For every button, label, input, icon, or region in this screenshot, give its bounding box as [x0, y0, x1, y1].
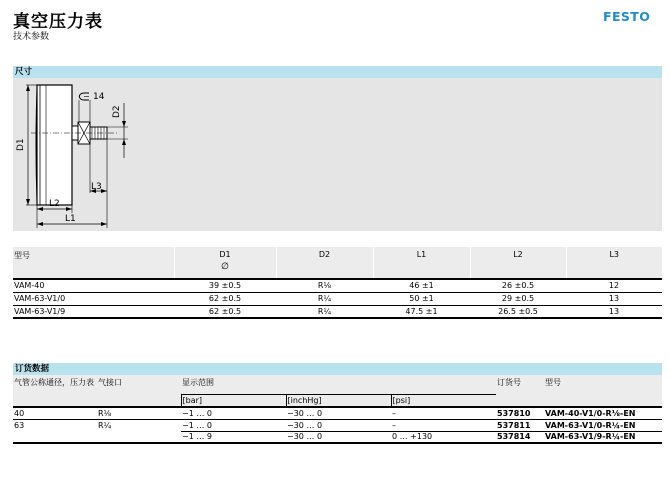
cell-d2: R¼ — [276, 305, 373, 318]
table-row — [13, 407, 662, 419]
label-l2: L2 — [49, 199, 60, 209]
header-l3: L3 — [566, 247, 662, 279]
header-display-range: 显示范围 — [181, 375, 496, 394]
cell-d2: R⅛ — [276, 279, 373, 292]
header-unit-inhg: [inchHg] — [286, 394, 391, 407]
cell-l2: 26.5 ±0.5 — [470, 305, 566, 318]
dimension-table-header — [13, 247, 662, 279]
header-d1 — [174, 247, 276, 279]
cell-l3: 13 — [566, 292, 662, 305]
cell-l1: 50 ±1 — [373, 292, 470, 305]
header-d2: D2 — [276, 247, 373, 279]
cell-inhg: −30 … 0 — [286, 431, 391, 443]
page-subtitle: 技术参数 — [13, 32, 50, 42]
table-row — [13, 431, 662, 443]
cell-l2: 29 ±0.5 — [470, 292, 566, 305]
cell-l2: 26 ±0.5 — [470, 279, 566, 292]
diameter-symbol: ∅ — [221, 262, 229, 272]
table-row — [13, 279, 662, 292]
dimension-drawing — [13, 78, 662, 231]
cell-psi: 0 … +130 — [391, 431, 496, 443]
cell-bar: −1 … 0 — [181, 407, 286, 419]
label-l3: L3 — [91, 182, 102, 192]
dimension-table — [13, 247, 662, 319]
dimensions-section-header: 尺寸 — [13, 66, 662, 78]
header-nominal-size: 气管公称通径，压力表 — [13, 375, 97, 407]
cell-inhg: −30 … 0 — [286, 419, 391, 431]
cell-d2: R¼ — [276, 292, 373, 305]
dimension-drawing-panel — [13, 78, 662, 231]
cell-psi: – — [391, 407, 496, 419]
cell-part-no: 537810 — [496, 407, 544, 419]
cell-d1: 62 ±0.5 — [174, 292, 276, 305]
table-row — [13, 292, 662, 305]
header-model: 型号 — [13, 247, 174, 279]
cell-connection: R¼ — [98, 420, 112, 430]
header-connection: 气接口 — [97, 375, 181, 407]
label-wrench-size: 14 — [93, 92, 105, 102]
cell-type: VAM-63-V1/9-R¼-EN — [544, 431, 662, 443]
cell-size — [13, 431, 97, 443]
cell-model: VAM-63-V1/0 — [13, 292, 174, 305]
cell-part-no: 537811 — [496, 419, 544, 431]
header-l1: L1 — [373, 247, 470, 279]
header-d1-label: D1 — [219, 250, 231, 259]
cell-model: VAM-40 — [13, 279, 174, 292]
header-type: 型号 — [544, 375, 662, 407]
cell-connection — [97, 431, 181, 443]
order-table — [13, 375, 662, 444]
label-d1: D1 — [16, 138, 26, 151]
cell-l1: 47.5 ±1 — [373, 305, 470, 318]
cell-l3: 13 — [566, 305, 662, 318]
cell-inhg: −30 … 0 — [286, 407, 391, 419]
cell-model: VAM-63-V1/9 — [13, 305, 174, 318]
cell-bar: −1 … 9 — [181, 431, 286, 443]
table-row — [13, 419, 662, 431]
header-l2: L2 — [470, 247, 566, 279]
table-row — [13, 305, 662, 318]
header-part-no: 订货号 — [496, 375, 544, 407]
cell-l3: 12 — [566, 279, 662, 292]
festo-logo: FESTO — [603, 9, 651, 24]
header-unit-bar: [bar] — [181, 394, 286, 407]
cell-d1: 39 ±0.5 — [174, 279, 276, 292]
cell-type: VAM-63-V1/0-R¼-EN — [544, 419, 662, 431]
cell-type: VAM-40-V1/0-R⅛-EN — [544, 407, 662, 419]
cell-size: 40 — [13, 407, 97, 419]
cell-connection: R⅛ — [97, 407, 181, 419]
header-unit-psi: [psi] — [391, 394, 496, 407]
page-title: 真空压力表 — [13, 12, 103, 32]
cell-part-no: 537814 — [496, 431, 544, 443]
cell-l1: 46 ±1 — [373, 279, 470, 292]
cell-size: 63 — [14, 420, 25, 430]
label-d2: D2 — [112, 105, 122, 118]
order-section-header: 订货数据 — [13, 363, 662, 375]
label-l1: L1 — [65, 214, 76, 224]
cell-d1: 62 ±0.5 — [174, 305, 276, 318]
cell-bar: −1 … 0 — [181, 419, 286, 431]
cell-psi: – — [391, 419, 496, 431]
